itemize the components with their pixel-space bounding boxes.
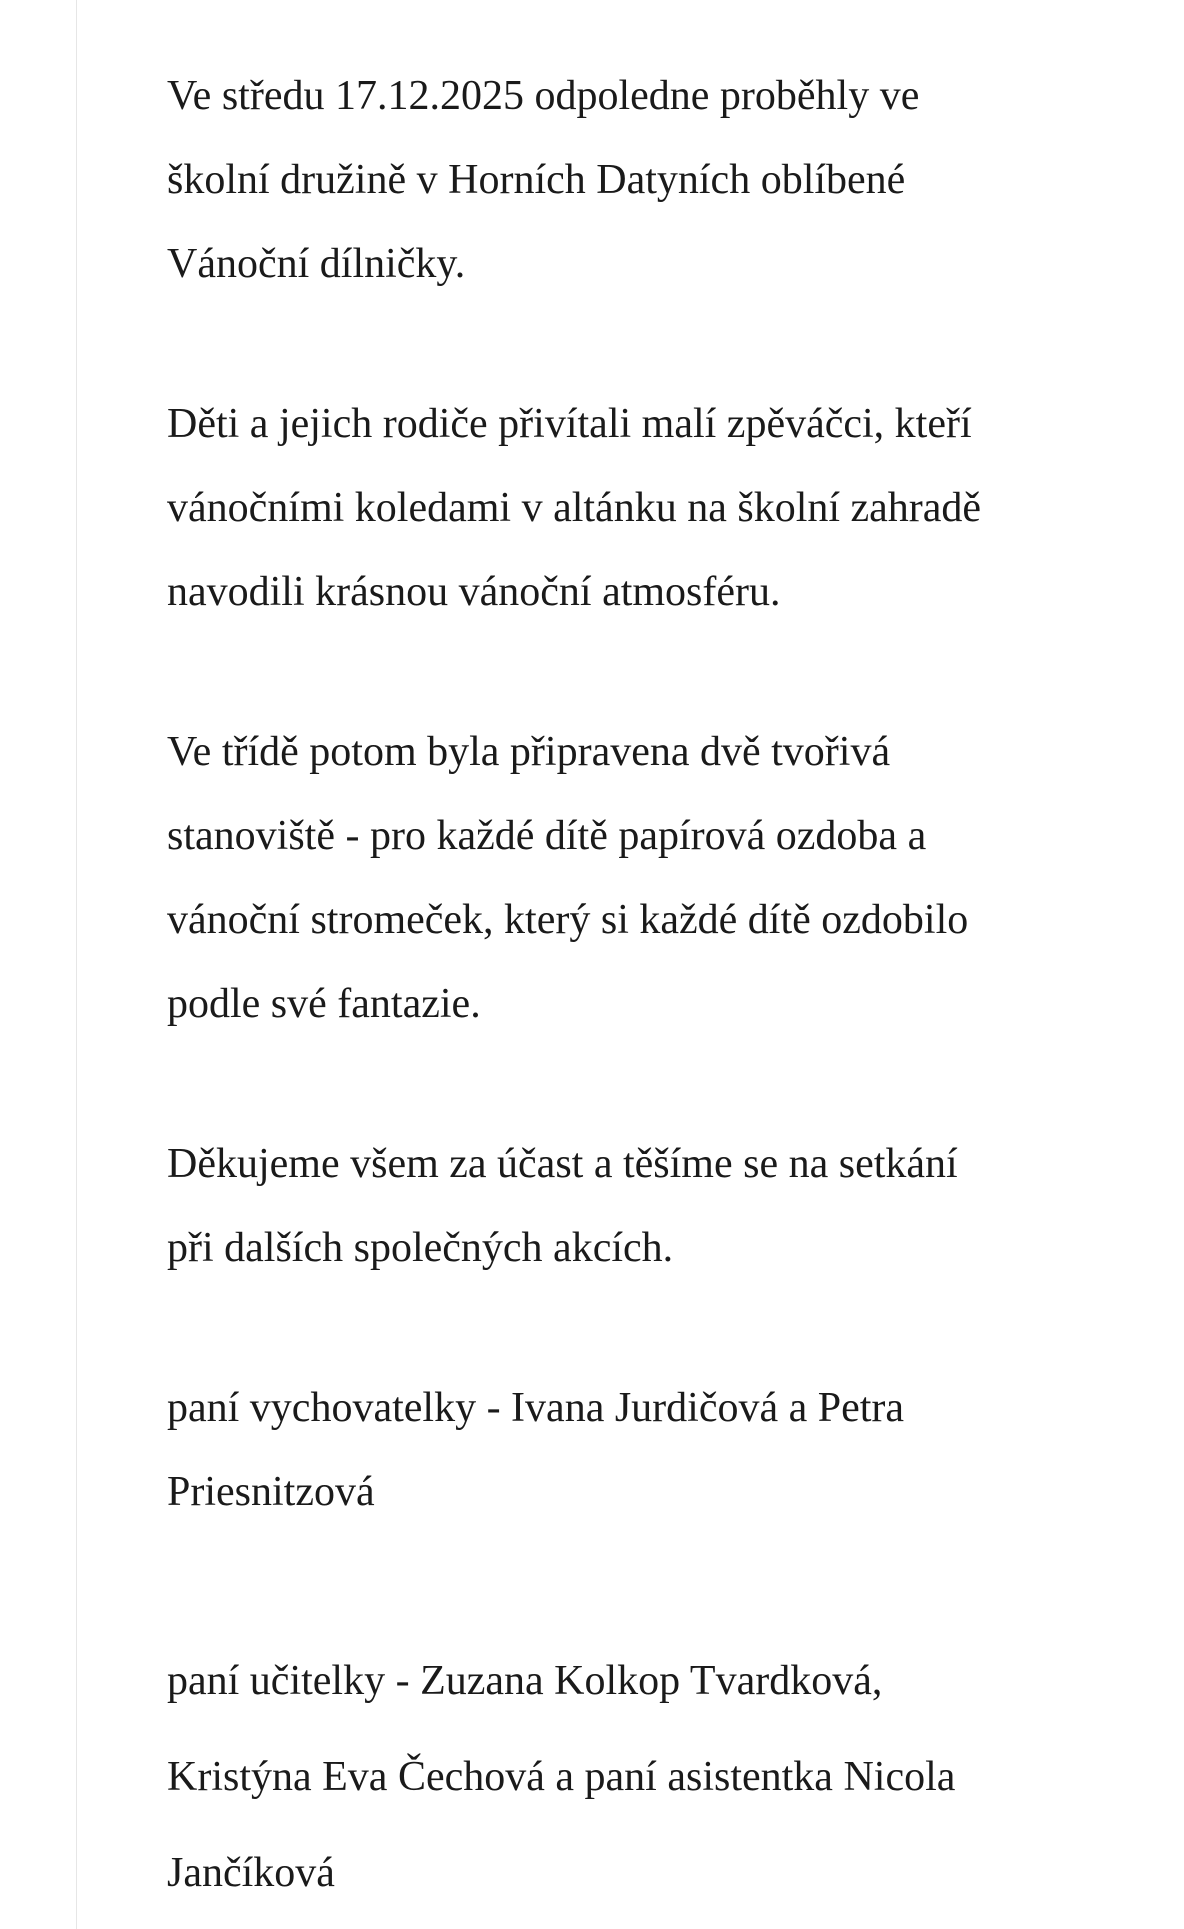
signature-teachers (167, 1633, 1127, 1921)
text-line: Ve třídě potom byla připravena dvě tvořivá (167, 729, 891, 775)
paragraph-spacer (167, 634, 1127, 710)
text-line: Jančíková (167, 1850, 335, 1896)
signature-educators (167, 1366, 1127, 1534)
text-line: školní družině v Horních Datyních oblíbené (167, 157, 906, 203)
paragraph-spacer (167, 1290, 1127, 1366)
text-line: při dalších společných akcích. (167, 1225, 674, 1271)
text-line: Děti a jejich rodiče přivítali malí zpěváčci, kteří (167, 401, 972, 447)
text-line: vánočními koledami v altánku na školní zahradě (167, 485, 982, 531)
text-line: vánoční stromeček, který si každé dítě ozdobilo (167, 897, 969, 943)
paragraph-spacer (167, 1534, 1127, 1633)
text-line: stanoviště - pro každé dítě papírová ozdoba a (167, 813, 927, 859)
article-body (167, 54, 1127, 1921)
paragraph-spacer (167, 306, 1127, 382)
page-left-border (76, 0, 77, 1929)
paragraph-workshops (167, 710, 1127, 1046)
text-line: navodili krásnou vánoční atmosféru. (167, 569, 781, 615)
text-line: Kristýna Eva Čechová a paní asistentka Nicola (167, 1754, 956, 1800)
text-line: Ve středu 17.12.2025 odpoledne proběhly ve (167, 73, 920, 119)
paragraph-intro (167, 54, 1127, 306)
text-line: paní vychovatelky - Ivana Jurdičová a Petra (167, 1385, 905, 1431)
paragraph-welcome (167, 382, 1127, 634)
paragraph-spacer (167, 1046, 1127, 1122)
paragraph-thanks (167, 1122, 1127, 1290)
text-line: Vánoční dílničky. (167, 241, 466, 287)
text-line: Děkujeme všem za účast a těšíme se na setkání (167, 1141, 958, 1187)
text-line: Priesnitzová (167, 1469, 375, 1515)
text-line: paní učitelky - Zuzana Kolkop Tvardková, (167, 1658, 883, 1704)
text-line: podle své fantazie. (167, 981, 481, 1027)
